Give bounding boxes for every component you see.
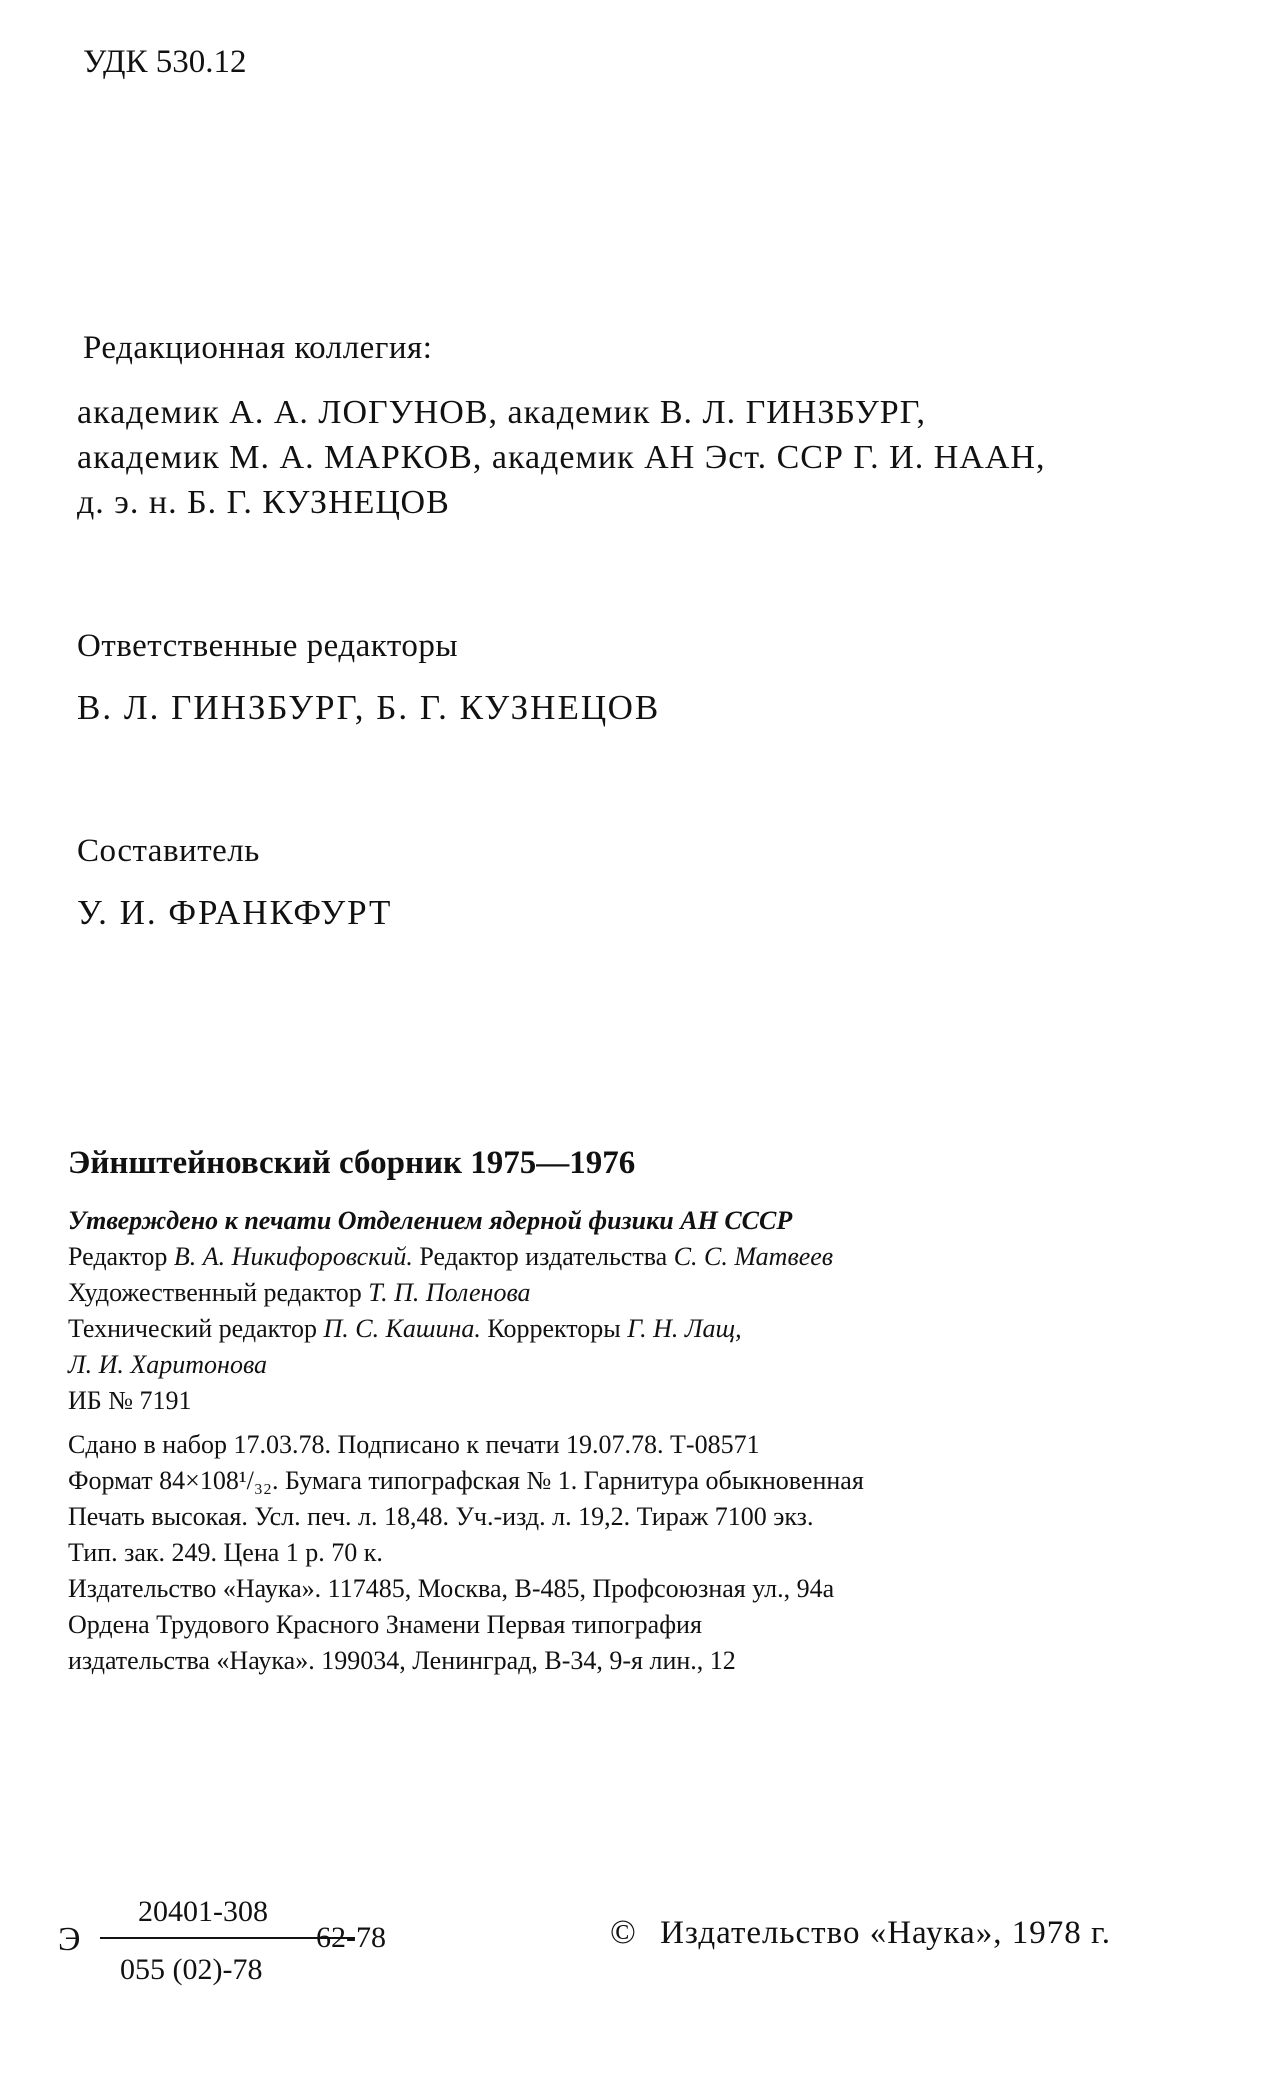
- art-editor-label: Художественный редактор: [68, 1278, 362, 1307]
- proofreader-line: [68, 1347, 864, 1383]
- tech-editor-name: П. С. Кашина.: [323, 1314, 481, 1343]
- code-letter: Э: [58, 1921, 81, 1958]
- art-editor-line: [68, 1275, 864, 1311]
- code-suffix: 62-78: [316, 1921, 386, 1954]
- ib-number: ИБ № 7191: [68, 1386, 192, 1415]
- copyright-line: [610, 1914, 1111, 1952]
- tech-editor-line: [68, 1311, 864, 1347]
- imprint-block: [68, 1203, 864, 1679]
- format-line: Формат 84×108¹/₃₂. Бумага типографская № 1. Гарнитура обыкновенная: [68, 1466, 864, 1495]
- editors-line: [68, 1239, 864, 1275]
- editorial-board-list: [77, 390, 1045, 525]
- publisher-line: Издательство «Наука». 117485, Москва, В-485, Профсоюзная ул., 94а: [68, 1574, 835, 1603]
- copyright-text: Издательство «Наука», 1978 г.: [660, 1915, 1112, 1951]
- editorial-board-line: академик А. А. ЛОГУНОВ, академик В. Л. ГИНЗБУРГ,: [77, 394, 927, 431]
- printer-line: Ордена Трудового Красного Знамени Первая типография: [68, 1610, 702, 1639]
- editor-label: Редактор: [68, 1242, 168, 1271]
- order-line: Тип. зак. 249. Цена 1 р. 70 к.: [68, 1538, 383, 1567]
- publishing-editor-label: Редактор издательства: [419, 1242, 668, 1271]
- proofreaders-label: Корректоры: [487, 1314, 621, 1343]
- book-title: Эйнштейновский сборник 1975—1976: [68, 1145, 636, 1181]
- bibliographic-code: [58, 1895, 418, 2005]
- responsible-editors-names: В. Л. ГИНЗБУРГ, Б. Г. КУЗНЕЦОВ: [77, 688, 661, 727]
- copyright-icon: ©: [610, 1914, 637, 1951]
- tech-editor-label: Технический редактор: [68, 1314, 317, 1343]
- art-editor-name: Т. П. Поленова: [368, 1278, 531, 1307]
- udk-code: УДК 530.12: [83, 44, 247, 80]
- proofreader-name: Л. И. Харитонова: [68, 1350, 268, 1379]
- print-line: Печать высокая. Усл. печ. л. 18,48. Уч.-изд. л. 19,2. Тираж 7100 экз.: [68, 1502, 814, 1531]
- dates-line: Сдано в набор 17.03.78. Подписано к печати 19.07.78. Т-08571: [68, 1430, 760, 1459]
- compiler-name: У. И. ФРАНКФУРТ: [77, 893, 393, 932]
- editorial-board-title: Редакционная коллегия:: [83, 330, 433, 366]
- code-denominator: 055 (02)-78: [120, 1953, 263, 1986]
- printer-line: издательства «Наука». 199034, Ленинград, В-34, 9-я лин., 12: [68, 1646, 736, 1675]
- editorial-board-line: академик М. А. МАРКОВ, академик АН Эст. ССР Г. И. НААН,: [77, 439, 1046, 476]
- publishing-editor-name: С. С. Матвеев: [673, 1242, 834, 1271]
- proofreader-name: Г. Н. Лащ,: [627, 1314, 742, 1343]
- approved-line: Утверждено к печати Отделением ядерной физики АН СССР: [68, 1206, 793, 1235]
- compiler-title: Составитель: [77, 833, 260, 869]
- code-numerator: 20401-308: [138, 1895, 268, 1928]
- editorial-board-line: д. э. н. Б. Г. КУЗНЕЦОВ: [77, 484, 450, 521]
- responsible-editors-title: Ответственные редакторы: [77, 628, 459, 664]
- editor-name: В. А. Никифоровский.: [173, 1242, 413, 1271]
